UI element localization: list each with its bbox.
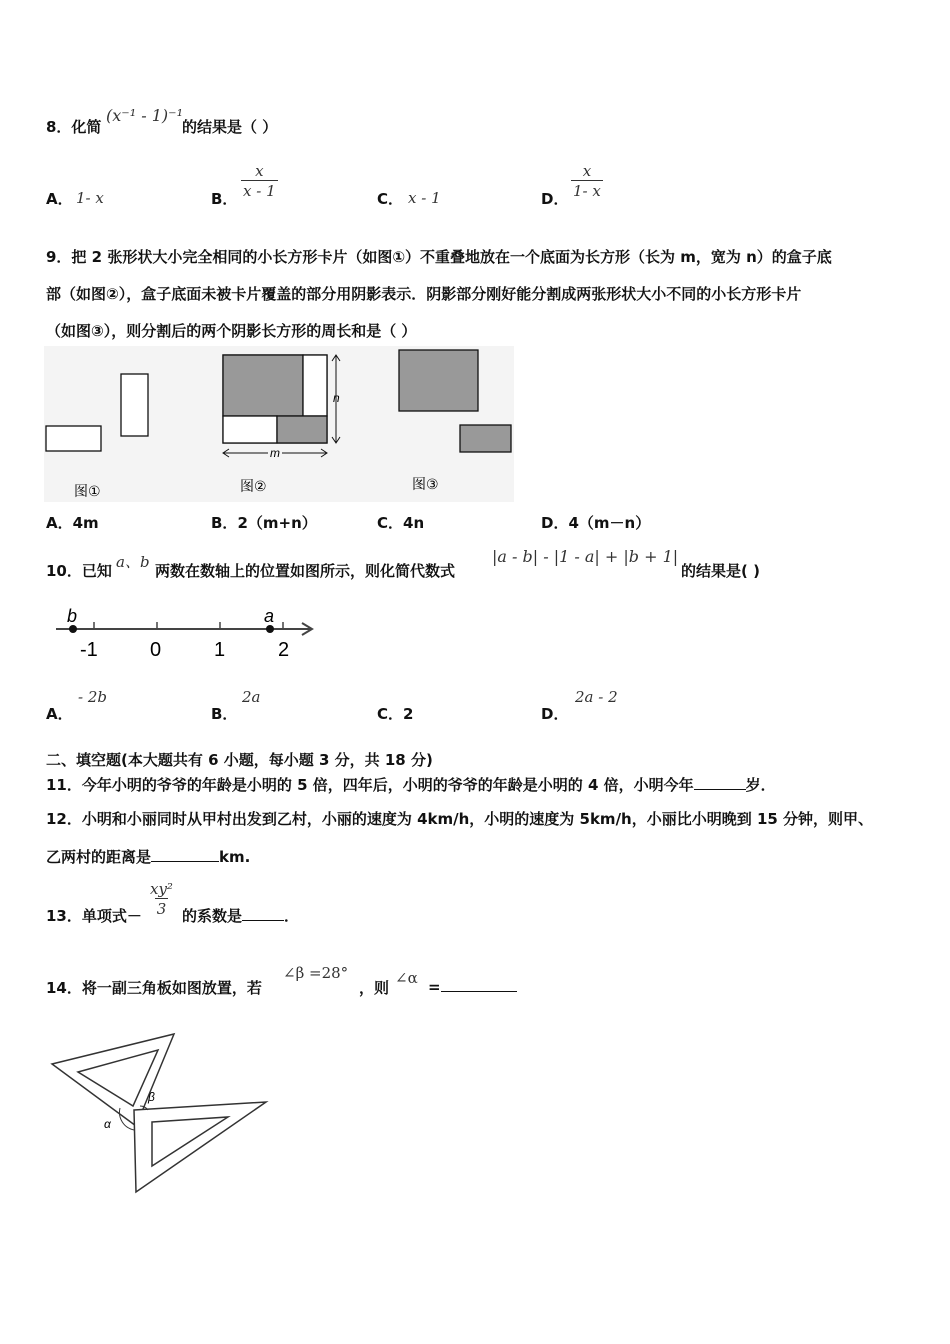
q11-answer-blank[interactable] [694, 775, 746, 790]
q10-option-c [377, 703, 413, 724]
section-2-title: 二、填空题(本大题共有 6 小题，每小题 3 分，共 18 分) [46, 751, 433, 769]
q9-option-d-label: D． [541, 514, 569, 532]
q14-beta-condition: ∠β =28° [283, 964, 349, 982]
q9-fig2-card-horizontal [223, 416, 277, 443]
q8-option-c-value: x - 1 [408, 189, 441, 207]
q9-fig3-shade-small [460, 425, 511, 452]
q10-tick-label-minus1: -1 [80, 639, 98, 661]
q8-option-d-numerator: x [582, 162, 592, 180]
q10-option-a-value: - 2b [78, 688, 107, 706]
q13-fraction [148, 880, 175, 919]
q9-option-c-label: C． [377, 514, 404, 532]
q9-option-b-value: 2（m+n） [237, 514, 317, 532]
q14-prefix: 14．将一副三角板如图放置，若 [46, 979, 262, 997]
q10-tick-label-1: 1 [214, 639, 226, 661]
q9-option-d [541, 512, 650, 533]
q9-fig2-shade-large [223, 355, 303, 416]
q9-line-1: 9．把 2 张形状大小完全相同的小长方形卡片（如图①）不重叠地放在一个底面为长方形（长为 m，宽为 n）的盒子底 [46, 248, 832, 266]
q8-option-a-value: 1- x [76, 189, 104, 207]
q10-option-d-value: 2a - 2 [575, 688, 618, 706]
q10-option-c-label: C． [377, 705, 404, 723]
q13-numerator: xy² [150, 880, 173, 898]
q9-figures [44, 346, 514, 502]
q8-option-d-fraction [571, 162, 603, 201]
q13-answer-blank[interactable] [242, 906, 284, 921]
q9-fig3-shade-large [399, 350, 478, 411]
q9-fig2-m-label: m [270, 446, 280, 460]
q12-prefix: 乙两村的距离是 [46, 848, 152, 866]
q12-answer-blank[interactable] [151, 847, 219, 862]
q10-label-b: b [67, 606, 78, 626]
q8-option-d-label: D． [541, 190, 569, 208]
q13-denominator: 3 [156, 900, 167, 918]
q8-expression: (x⁻¹ - 1)⁻¹ [106, 106, 183, 125]
q9-fig2-card-vertical [303, 355, 327, 416]
q10-number-line [52, 600, 322, 662]
q14-answer-blank[interactable] [441, 977, 517, 992]
q10-option-b-label: B． [211, 705, 238, 723]
q8-option-b-label: B． [211, 190, 238, 208]
q10-suffix: 的结果是( ) [681, 562, 760, 580]
q9-fig1-card-horizontal [46, 426, 101, 451]
q10-option-b-value: 2a [242, 688, 261, 706]
q13-suffix-line [182, 905, 299, 926]
q8-number: 8．化简 [46, 118, 102, 136]
q10-number: 10．已知 [46, 562, 112, 580]
q8-option-b-fraction [241, 162, 278, 201]
q9-option-a-label: A． [46, 514, 73, 532]
q14-equals: = [428, 978, 441, 996]
q8-option-a-label: A． [46, 190, 73, 208]
q11-text: 11．今年小明的爷爷的年龄是小明的 5 倍，四年后，小明的爷爷的年龄是小明的 4 倍，小明今年 [46, 776, 694, 794]
q14-label-beta: β [148, 1090, 155, 1104]
q11-suffix: 岁． [745, 776, 776, 794]
q12-line-1: 12．小明和小丽同时从甲村出发到乙村，小丽的速度为 4km/h，小明的速度为 5km/h，小丽比小明晚到 15 分钟，则甲、 [46, 810, 874, 828]
q10-point-a [266, 625, 274, 633]
q9-option-a-value: 4m [72, 514, 99, 532]
q10-tick-label-0: 0 [150, 639, 162, 661]
q10-label-a: a [264, 606, 275, 626]
q9-fig2-caption: 图② [240, 478, 267, 494]
q13-end: ． [284, 907, 300, 925]
q8-option-b-denominator: x - 1 [243, 182, 276, 200]
q12-suffix: km. [219, 848, 251, 866]
q10-option-d-label: D． [541, 705, 569, 723]
q9-option-c [377, 512, 424, 533]
q9-option-d-value: 4（m－n） [568, 514, 651, 532]
q9-option-a [46, 512, 99, 533]
q10-option-a-label: A． [46, 705, 73, 723]
q10-point-b [69, 625, 77, 633]
q10-tick-label-2: 2 [278, 639, 290, 661]
q9-option-c-value: 4n [403, 514, 425, 532]
q9-fig3-caption: 图③ [412, 476, 439, 492]
q14-answer [428, 977, 517, 996]
q8-option-d-denominator: 1- x [573, 182, 601, 200]
q14-alpha: ∠α [395, 969, 418, 987]
q14-label-alpha: α [104, 1117, 111, 1131]
q10-mid: 两数在数轴上的位置如图所示，则化简代数式 [155, 562, 456, 580]
q14-set-squares [48, 1028, 274, 1196]
q9-fig1-card-vertical [121, 374, 148, 436]
q12-line-2 [46, 846, 250, 867]
q9-option-b-label: B． [211, 514, 238, 532]
q8-option-c-label: C． [377, 190, 404, 208]
q9-fig2-n-label: n [333, 391, 340, 405]
q10-vars: a、b [116, 553, 150, 571]
q14-lower-triangle-inner [152, 1117, 228, 1166]
q9-option-b [211, 512, 317, 533]
q10-expression: |a - b| - |1 - a| + |b + 1| [492, 547, 679, 566]
q8-suffix: 的结果是（ ） [182, 118, 278, 136]
q11 [46, 774, 776, 795]
q10-option-c-value: 2 [403, 705, 414, 723]
q13-suffix: 的系数是 [182, 907, 243, 925]
q9-fig2-shade-small [277, 416, 327, 443]
q8-option-b-numerator: x [255, 162, 264, 180]
q9-fig1-caption: 图① [74, 483, 101, 499]
q9-line-2: 部（如图②），盒子底面未被卡片覆盖的部分用阴影表示．阴影部分刚好能分割成两张形状大小不同的小长方形卡片 [46, 285, 802, 303]
q13-prefix: 13．单项式－ [46, 907, 142, 925]
q9-line-3: （如图③），则分割后的两个阴影长方形的周长和是（ ） [46, 322, 417, 340]
q14-mid: ，则 [359, 979, 390, 997]
